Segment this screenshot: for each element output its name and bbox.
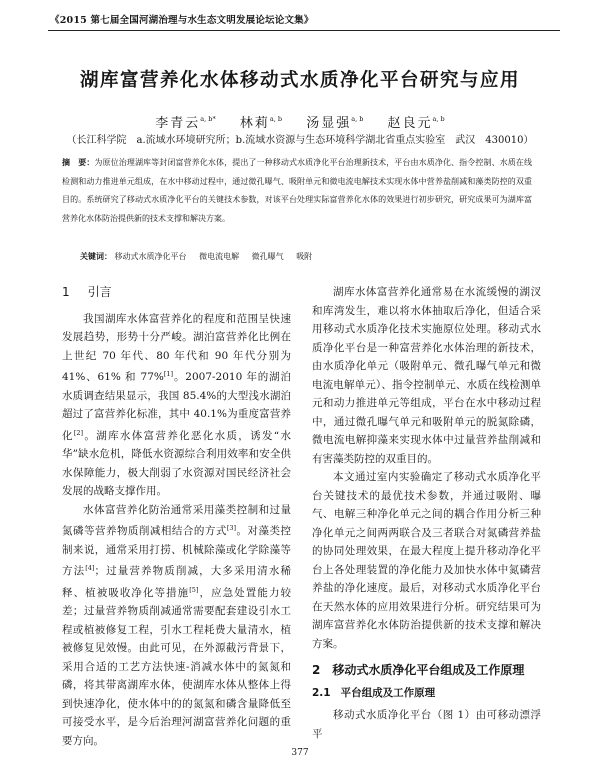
section-2-1-paragraph: 移动式水质净化平台（图 1）由可移动漂浮平 bbox=[312, 709, 541, 740]
author: 李青云$^{a, b*}$ bbox=[155, 115, 216, 131]
author: 林莉$^{a, b}$ bbox=[239, 115, 283, 131]
right-column bbox=[312, 283, 541, 743]
abstract-text: 为原位治理湖库等封闭富营养化水体，提出了一种移动式水质净化平台治理新技术，平台由水质净化、指令控制、水质在线检测和动力推进单元组成，在水中移动过程中，通过微孔曝气、吸附单元和微电流电解技术实现水体中营养盐削减和藻类防控的双重目的。系统研究了移动式水质净化平台的关键技术参数，对该平台处理实际富营养化水体的效果进行初步研究，研究成果可为湖库富营养化水体防治提供新的技术支撑和解决方案。 bbox=[62, 158, 532, 223]
intro-paragraph-2: 水体富营养化防治通常采用藻类控制和过量氮磷等营养物质削减相结合的方式[3]。对藻类控制来说，通常采用打捞、机械除藻或化学除藻等方法[4]；过量营养物质削减，大多采用清水稀释、植被吸收净化等措施[5]，应急处置能力较差；过量营养物质削减通常需要配套建设引水工程或植被修复工程，引水工程耗费大量清水，植被修复见效慢。由此可见，在外源截污背景下，采用合适的工艺方法快速-消减水体中的氮氮和磷，将其带离湖库水体，使湖库水体从整体上得到快速净化，使水体中的的氮氮和磷含量降低至可接受水平，是今后治理河湖富营养化问题的重要方向。 bbox=[62, 503, 292, 747]
header-rule bbox=[48, 30, 560, 31]
running-header: 《2015 第七届全国河湖治理与水生态文明发展论坛论文集》 bbox=[50, 15, 314, 26]
author: 汤显强$^{a, b}$ bbox=[306, 115, 364, 131]
keywords bbox=[80, 251, 322, 262]
paper-title: 湖库富营养化水体移动式水质净化平台研究与应用 bbox=[79, 70, 520, 91]
abstract bbox=[62, 154, 532, 228]
abstract-label: 摘 要： bbox=[62, 158, 95, 167]
keyword: 吸附 bbox=[296, 252, 313, 261]
intro-paragraph-3: 湖库水体富营养化通常易在水流缓慢的湖汊和库湾发生，难以将水体抽取后净化，但适合采用移动式水质净化技术实施原位处理。移动式水质净化平台是一种富营养化水体治理的新技术，由水质净化单元（吸附单元、微孔曝气单元和微电流电解单元）、指令控制单元、水质在线检测单元和动力推进单元等组成，平台在水中移动过程中，通过微孔曝气单元和吸附单元的脱氮除磷，微电流电解抑藻来实现水体中过量营养盐削减和有害藻类防控的双重目的。 bbox=[312, 286, 541, 465]
page-number: 377 bbox=[291, 748, 309, 758]
author: 赵良元$^{a, b}$ bbox=[387, 115, 445, 131]
keywords-label: 关键词： bbox=[80, 252, 112, 261]
keyword: 微孔曝气 bbox=[251, 252, 284, 261]
section-heading-2: 2 移动式水质净化平台组成及工作原理 bbox=[312, 663, 525, 677]
section-heading-1: 1 引言 bbox=[62, 285, 112, 299]
intro-paragraph-4: 本文通过室内实验确定了移动式水质净化平台关键技术的最优技术参数，并通过吸附、曝气、电解三种净化单元之间的耦合作用分析三种净化单元之间两两联合及三者联合对氮磷营养盐的协同处理效果，在最大程度上提升移动净化平台上各处理装置的净化能力及加快水体中氮磷营养盐的净化速度。最后，对移动式水质净化平台在天然水体的应用效果进行分析。研究结果可为湖库富营养化水体防治提供新的技术支撑和解决方案。 bbox=[312, 471, 541, 650]
keyword: 微电流电解 bbox=[199, 252, 240, 261]
keyword: 移动式水质净化平台 bbox=[114, 252, 187, 261]
affiliation: （长江科学院 a.流域水环境研究所；b.流域水资源与生态环境科学湖北省重点实验室 武汉 430010） bbox=[66, 135, 534, 146]
intro-paragraph-1: 我国湖库水体富营养化的程度和范围呈快速发展趋势，形势十分严峻。湖泊富营养化比例在上世纪 70 年代、80 年代和 90 年代分别为 41%、61% 和 77%[1]。2007-2010 年的湖泊水质调查结果显示，我国 85.4%的大型浅水湖泊超过了富营养化标准，其中 40.1%为重度富营养化[2]。湖库水体富营养化恶化水质，诱发“水华”缺水危机，降低水资源综合利用效率和安全供水保障能力，极大削弱了水资源对国民经济社会发展的战略支撑作用。 bbox=[62, 312, 291, 497]
left-column bbox=[62, 283, 291, 750]
subsection-heading-2-1: 2.1 平台组成及工作原理 bbox=[312, 686, 436, 699]
author-list bbox=[0, 112, 600, 131]
